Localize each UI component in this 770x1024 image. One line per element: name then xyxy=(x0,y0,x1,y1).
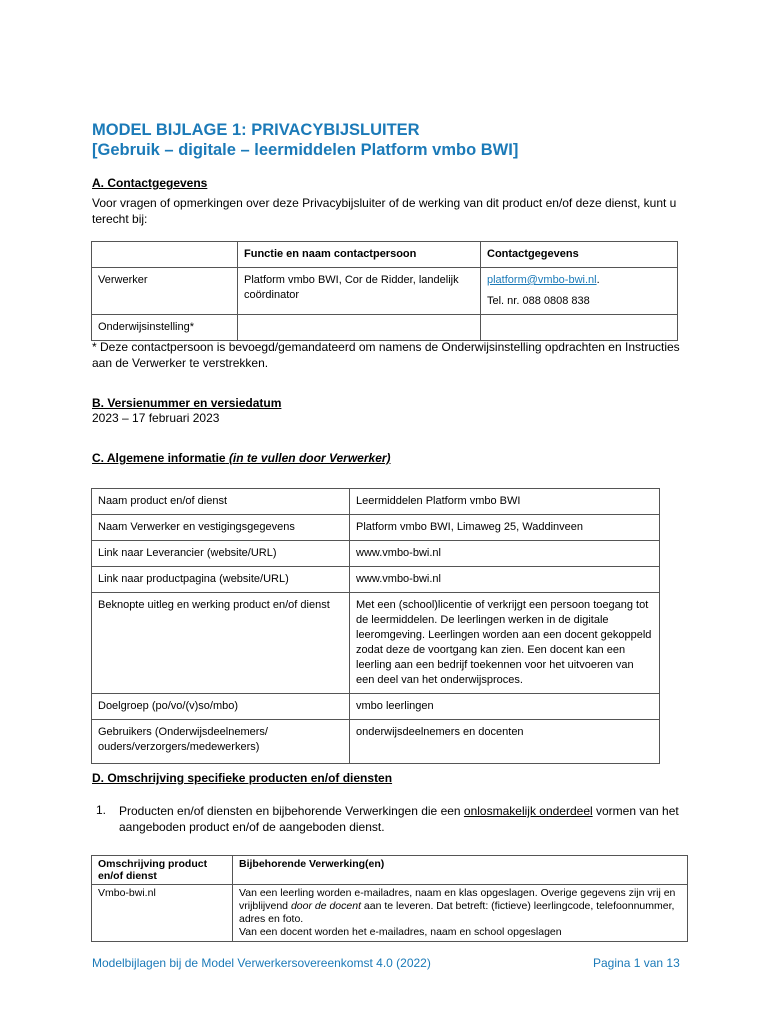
footer-left: Modelbijlagen bij de Model Verwerkersovereenkomst 4.0 (2022) xyxy=(92,956,431,970)
contact-email-link[interactable]: platform@vmbo-bwi.nl xyxy=(487,274,597,286)
processing-text-b: aan te leveren. Dat betreft: (fictieve) leerlingcode, telefoonnummer, adres en foto. xyxy=(239,900,675,925)
section-c-heading-note: (in te vullen door Verwerker) xyxy=(228,451,391,465)
processing-text-a: Van een leerling worden e-mailadres, naam en klas opgeslagen. Overige gegevens zijn vrij en vrijblijvend xyxy=(239,887,676,912)
contact-row-verwerker-label: Verwerker xyxy=(92,268,238,315)
list-item-text-b: vormen van het aangeboden product en/of de aangeboden dienst. xyxy=(119,804,679,834)
document-title xyxy=(92,120,712,160)
contact-table-corner xyxy=(92,242,238,268)
products-col-description-header: Omschrijving product en/of dienst xyxy=(92,856,233,885)
info-value: Met een (school)licentie of verkrijgt een persoon toegang tot de leermiddelen. De leerlingen werken in de digitale leeromgeving. Leerlingen worden aan een docent gekoppeld zodat deze de voortgang kan zien. Een docent kan een leerling aan een bedrijf toekennen voor het uitvoeren van een deel van het onderwijsproces. xyxy=(350,593,660,694)
info-value: Leermiddelen Platform vmbo BWI xyxy=(350,489,660,515)
products-row-label: Vmbo-bwi.nl xyxy=(92,885,233,942)
info-value: onderwijsdeelnemers en docenten xyxy=(350,720,660,764)
list-item-text-underlined: onlosmakelijk onderdeel xyxy=(463,804,593,818)
version-value: 2023 – 17 februari 2023 xyxy=(92,411,220,425)
section-b-heading: B. Versienummer en versiedatum xyxy=(92,396,282,410)
general-info-table xyxy=(91,488,660,764)
footer-page-number: Pagina 1 van 13 xyxy=(593,956,680,970)
contact-footnote: * Deze contactpersoon is bevoegd/gemandateerd om namens de Onderwijsinstelling opdrachten en Instructies aan de Verwerker te verstrekken. xyxy=(92,340,680,370)
section-d-heading: D. Omschrijving specifieke producten en/of diensten xyxy=(92,771,393,785)
list-item-text xyxy=(119,803,689,835)
contact-row-school-details xyxy=(481,315,678,341)
processing-text-c: Van een docent worden het e-mailadres, naam en school opgeslagen xyxy=(239,926,562,938)
list-item-text-a: Producten en/of diensten en bijbehorende Verwerkingen die een xyxy=(119,804,464,818)
info-label: Beknopte uitleg en werking product en/of dienst xyxy=(92,593,350,694)
title-line-1: MODEL BIJLAGE 1: PRIVACYBIJSLUITER xyxy=(92,121,420,139)
info-value: www.vmbo-bwi.nl xyxy=(350,541,660,567)
section-a-heading: A. Contactgegevens xyxy=(92,176,208,190)
info-value: Platform vmbo BWI, Limaweg 25, Waddinveen xyxy=(350,515,660,541)
title-line-2: [Gebruik – digitale – leermiddelen Platform vmbo BWI] xyxy=(92,141,519,159)
contact-row-school-label: Onderwijsinstelling* xyxy=(92,315,238,341)
contact-row-verwerker-details xyxy=(481,268,678,315)
info-label: Link naar productpagina (website/URL) xyxy=(92,567,350,593)
info-value: vmbo leerlingen xyxy=(350,694,660,720)
section-c-heading xyxy=(92,451,391,465)
products-row-processing xyxy=(233,885,688,942)
contact-phone: Tel. nr. 088 0808 838 xyxy=(487,295,590,307)
section-c-heading-text: C. Algemene informatie xyxy=(92,451,226,465)
contact-col-function-header: Functie en naam contactpersoon xyxy=(238,242,481,268)
section-a-intro: Voor vragen of opmerkingen over deze Privacybijsluiter of de werking van dit product en/of deze dienst, kunt u terecht bij: xyxy=(92,196,677,226)
info-label: Naam Verwerker en vestigingsgegevens xyxy=(92,515,350,541)
contact-email-suffix: . xyxy=(596,274,600,286)
info-label: Naam product en/of dienst xyxy=(92,489,350,515)
products-col-processing-header: Bijbehorende Verwerking(en) xyxy=(233,856,688,885)
processing-text-italic: door de docent xyxy=(290,900,361,912)
info-value: www.vmbo-bwi.nl xyxy=(350,567,660,593)
contact-row-school-function xyxy=(238,315,481,341)
info-label: Doelgroep (po/vo/(v)so/mbo) xyxy=(92,694,350,720)
products-table xyxy=(91,855,688,942)
contact-col-details-header: Contactgegevens xyxy=(481,242,678,268)
contact-row-verwerker-function: Platform vmbo BWI, Cor de Ridder, landelijk coördinator xyxy=(238,268,481,315)
info-label: Link naar Leverancier (website/URL) xyxy=(92,541,350,567)
info-label: Gebruikers (Onderwijsdeelnemers/ ouders/verzorgers/medewerkers) xyxy=(92,720,350,764)
list-item-number: 1. xyxy=(96,803,107,817)
contact-table xyxy=(91,241,678,341)
